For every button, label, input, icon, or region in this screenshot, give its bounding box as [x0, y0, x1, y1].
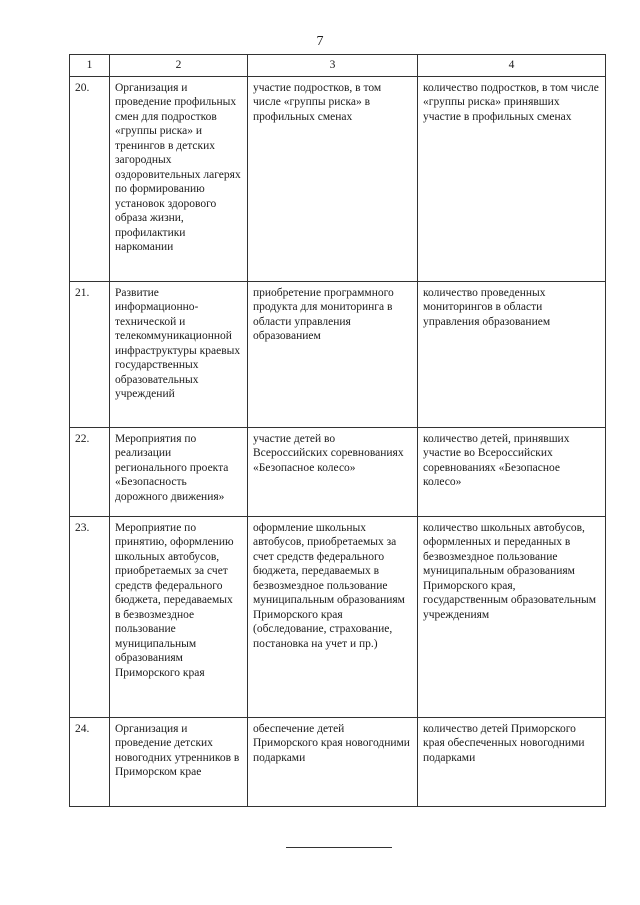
row-number: 22. [70, 427, 110, 516]
end-rule [286, 847, 392, 848]
row-result: участие детей во Всероссийских соревнованиях «Безопасное колесо» [248, 427, 418, 516]
activities-table [69, 54, 606, 807]
row-result: оформление школьных автобусов, приобретаемых за счет средств федерального бюджета, передаваемых в безвозмездное пользование муниципальным образованиям Приморского края (обследование, страхование, постановка на учет и пр.) [248, 516, 418, 717]
row-activity: Организация и проведение детских новогодних утренников в Приморском крае [110, 717, 248, 806]
table-header-row [70, 55, 606, 77]
row-activity: Развитие информационно-технической и телекоммуникационной инфраструктуры краевых государственных образовательных учреждений [110, 281, 248, 427]
table-row [70, 516, 606, 717]
row-indicator: количество подростков, в том числе «группы риска» принявших участие в профильных сменах [418, 76, 606, 281]
table-row [70, 76, 606, 281]
header-col-2: 2 [110, 55, 248, 77]
header-col-3: 3 [248, 55, 418, 77]
row-result: обеспечение детей Приморского края новогодними подарками [248, 717, 418, 806]
row-indicator: количество школьных автобусов, оформленных и переданных в безвозмездное пользование муниципальным образованиям Приморского края, государственным образовательным учреждениям [418, 516, 606, 717]
header-col-1: 1 [70, 55, 110, 77]
table-row [70, 427, 606, 516]
row-number: 20. [70, 76, 110, 281]
row-indicator: количество проведенных мониторингов в области управления образованием [418, 281, 606, 427]
table-row [70, 717, 606, 806]
page-number: 7 [316, 34, 324, 49]
row-activity: Организация и проведение профильных смен для подростков «группы риска» и тренингов в детских загородных оздоровительных лагерях по формированию установок здорового образа жизни, профилактики наркомании [110, 76, 248, 281]
row-number: 23. [70, 516, 110, 717]
row-indicator: количество детей, принявших участие во Всероссийских соревнованиях «Безопасное колесо» [418, 427, 606, 516]
row-indicator: количество детей Приморского края обеспеченных новогодними подарками [418, 717, 606, 806]
row-number: 24. [70, 717, 110, 806]
header-col-4: 4 [418, 55, 606, 77]
row-number: 21. [70, 281, 110, 427]
row-result: приобретение программного продукта для мониторинга в области управления образованием [248, 281, 418, 427]
table-row [70, 281, 606, 427]
row-result: участие подростков, в том числе «группы риска» в профильных сменах [248, 76, 418, 281]
row-activity: Мероприятия по реализации регионального проекта «Безопасность дорожного движения» [110, 427, 248, 516]
row-activity: Мероприятие по принятию, оформлению школьных автобусов, приобретаемых за счет средств федерального бюджета, передаваемых в безвозмездное пользование муниципальным образованиям Приморского края [110, 516, 248, 717]
